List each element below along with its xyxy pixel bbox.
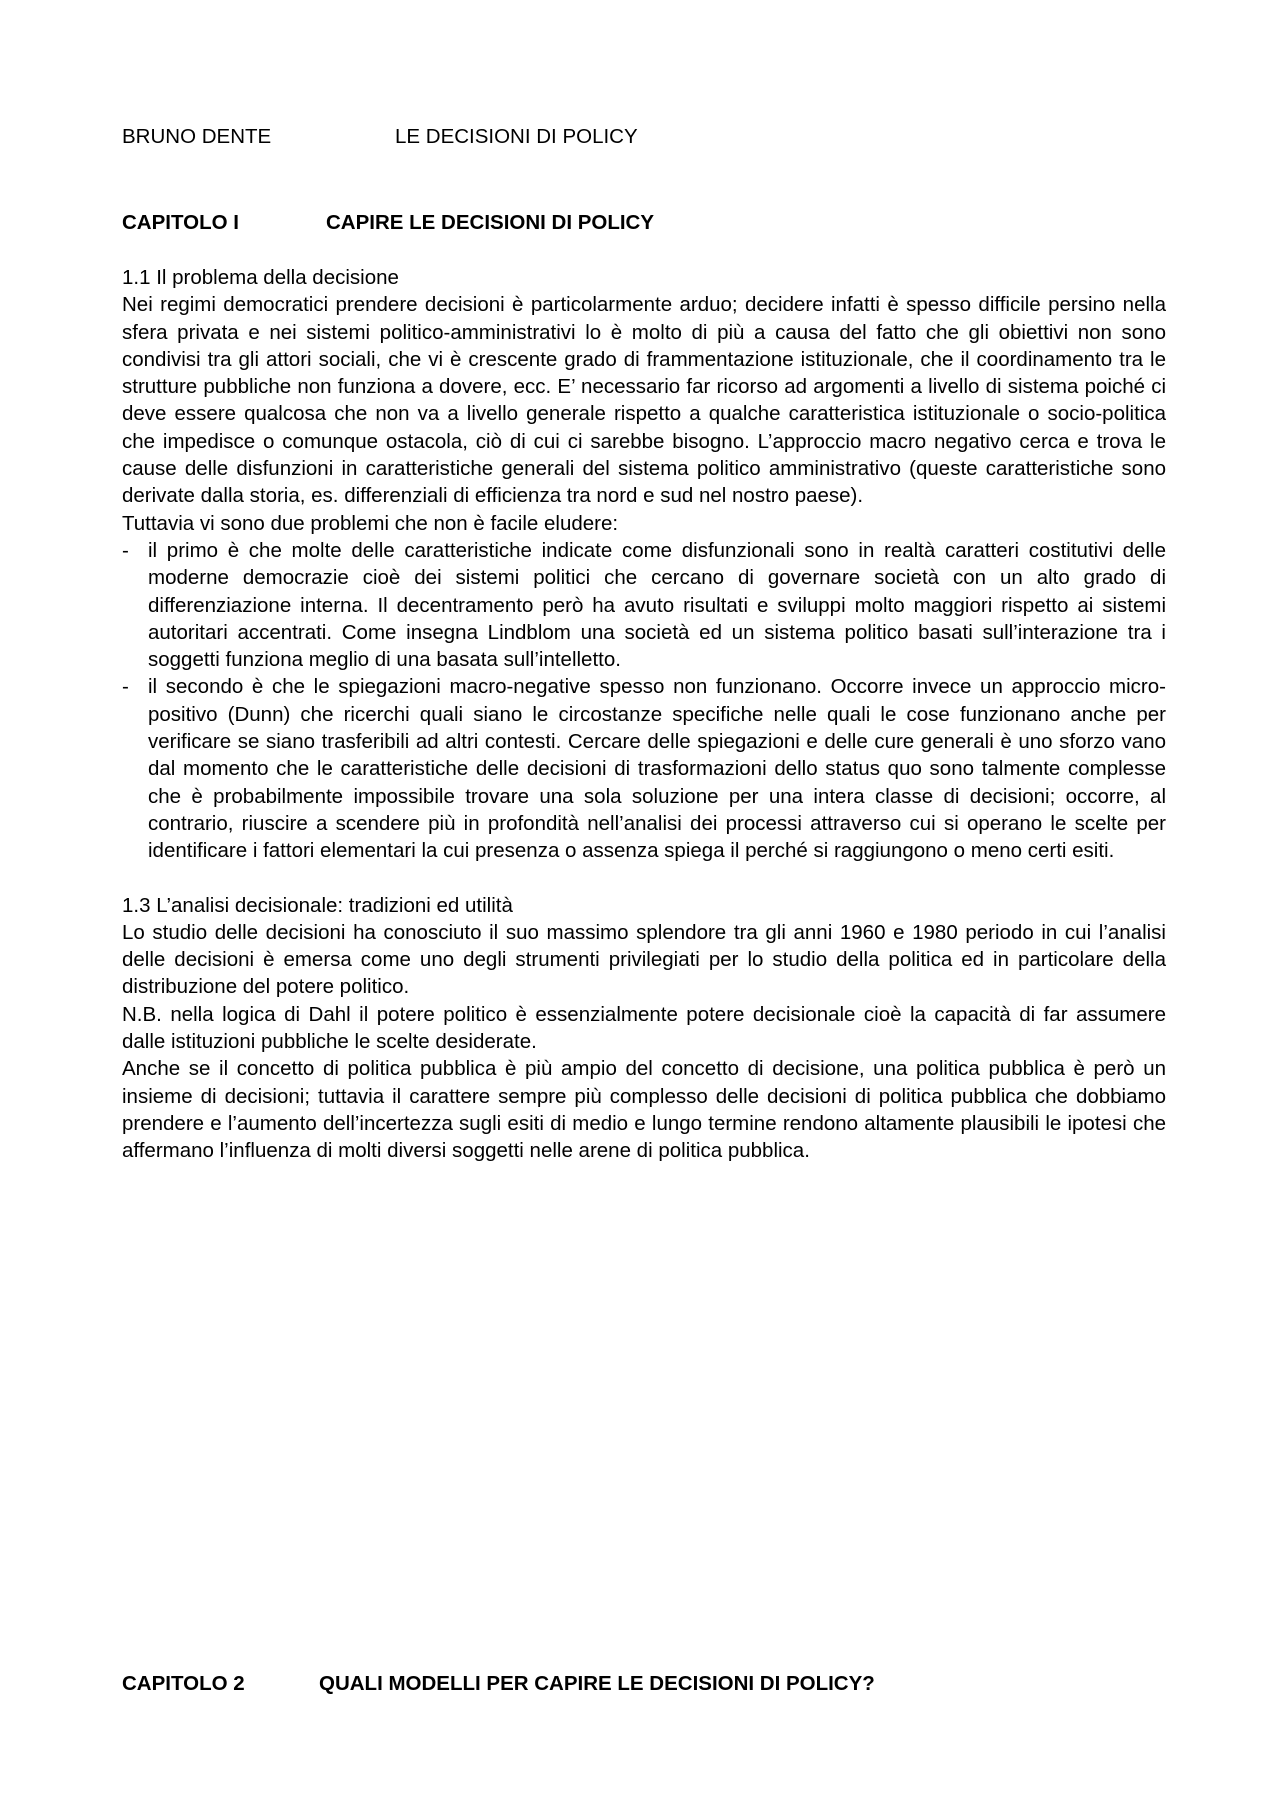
problem-list — [122, 537, 1166, 865]
chapter-1-title: CAPIRE LE DECISIONI DI POLICY — [326, 211, 655, 234]
section-1-3-paragraph-2: N.B. nella logica di Dahl il potere politico è essenzialmente potere decisionale cioè la capacità di far assumere dalle istituzioni pubbliche le scelte desiderate. — [122, 1002, 1166, 1054]
section-1-1-title: 1.1 Il problema della decisione — [122, 266, 399, 289]
section-1-1 — [122, 264, 1166, 865]
running-header — [122, 123, 1166, 151]
chapter-1-heading — [122, 209, 1166, 237]
document-page — [122, 0, 1166, 1811]
section-1-1-paragraph-1: Nei regimi democratici prendere decisioni è particolarmente arduo; decidere infatti è spesso difficile persino nella sfera privata e nei sistemi politico-amministrativi lo è molto di più a causa del fatto che gli obiettivi non sono condivisi tra gli attori sociali, che vi è crescente grado di frammentazione istituzionale, che il coordinamento tra le strutture pubbliche non funziona a dovere, ecc. E’ necessario far ricorso ad argomenti a livello di sistema poiché ci deve essere qualcosa che non va a livello generale rispetto a qualche caratteristica istituzionale o socio-politica che impedisce o comunque ostacola, ciò di cui ci sarebbe bisogno. L’approccio macro negativo cerca e trova le cause delle disfunzioni in caratteristiche generali del sistema politico amministrativo (queste caratteristiche sono derivate dalla storia, es. differenziali di efficienza tra nord e sud nel nostro paese). — [122, 293, 1166, 508]
list-item-text: il primo è che molte delle caratteristiche indicate come disfunzionali sono in realtà caratteri costitutivi delle moderne democrazie cioè dei sistemi politici che cercano di governare società con un alto grado di differenziazione interna. Il decentramento però ha avuto risultati e sviluppi molto maggiori rispetto ai sistemi autoritari accentrati. Come insegna Lindblom una società ed un sistema politico basati sull’interazione tra i soggetti funziona meglio di una basata sull’intelletto. — [148, 538, 1166, 672]
section-1-3-title: 1.3 L’analisi decisionale: tradizioni ed utilità — [122, 893, 513, 917]
section-1-3 — [122, 892, 1166, 1165]
chapter-1-number: CAPITOLO I — [122, 211, 239, 234]
list-dash: - — [122, 538, 129, 562]
chapter-2-number: CAPITOLO 2 — [122, 1672, 245, 1695]
chapter-2-heading — [122, 1670, 1166, 1698]
book-title: LE DECISIONI DI POLICY — [395, 125, 638, 148]
chapter-2-title: QUALI MODELLI PER CAPIRE LE DECISIONI DI POLICY? — [319, 1672, 875, 1695]
list-item — [122, 537, 1166, 673]
list-dash: - — [122, 675, 129, 699]
section-1-1-paragraph-2: Tuttavia vi sono due problemi che non è facile eludere: — [122, 511, 619, 535]
section-1-3-paragraph-3: Anche se il concetto di politica pubblica è più ampio del concetto di decisione, una politica pubblica è però un insieme di decisioni; tuttavia il carattere sempre più complesso delle decisioni di politica pubblica che dobbiamo prendere e l’aumento dell’incertezza sugli esiti di medio e lungo termine rendono altamente plausibili le ipotesi che affermano l’influenza di molti diversi soggetti nelle arene di politica pubblica. — [122, 1057, 1166, 1163]
chapter-1-body — [122, 264, 1166, 1165]
section-1-3-paragraph-1: Lo studio delle decisioni ha conosciuto il suo massimo splendore tra gli anni 1960 e 1980 periodo in cui l’analisi delle decisioni è emersa come uno degli strumenti privilegiati per lo studio della politica ed in particolare della distribuzione del potere politico. — [122, 920, 1166, 999]
author-name: BRUNO DENTE — [122, 125, 272, 148]
list-item — [122, 673, 1166, 864]
list-item-text: il secondo è che le spiegazioni macro-negative spesso non funzionano. Occorre invece un approccio micro-positivo (Dunn) che ricerchi quali siano le circostanze specifiche nelle quali le cose funzionano anche per verificare se siano trasferibili ad altri contesti. Cercare delle spiegazioni e delle cure generali è uno sforzo vano dal momento che le caratteristiche delle decisioni di trasformazioni dello status quo sono talmente complesse che è probabilmente impossibile trovare una sola soluzione per una intera classe di decisioni; occorre, al contrario, riuscire a scendere più in profondità nell’analisi dei processi attraverso cui si operano le scelte per identificare i fattori elementari la cui presenza o assenza spiega il perché si raggiungono o meno certi esiti. — [148, 675, 1166, 863]
